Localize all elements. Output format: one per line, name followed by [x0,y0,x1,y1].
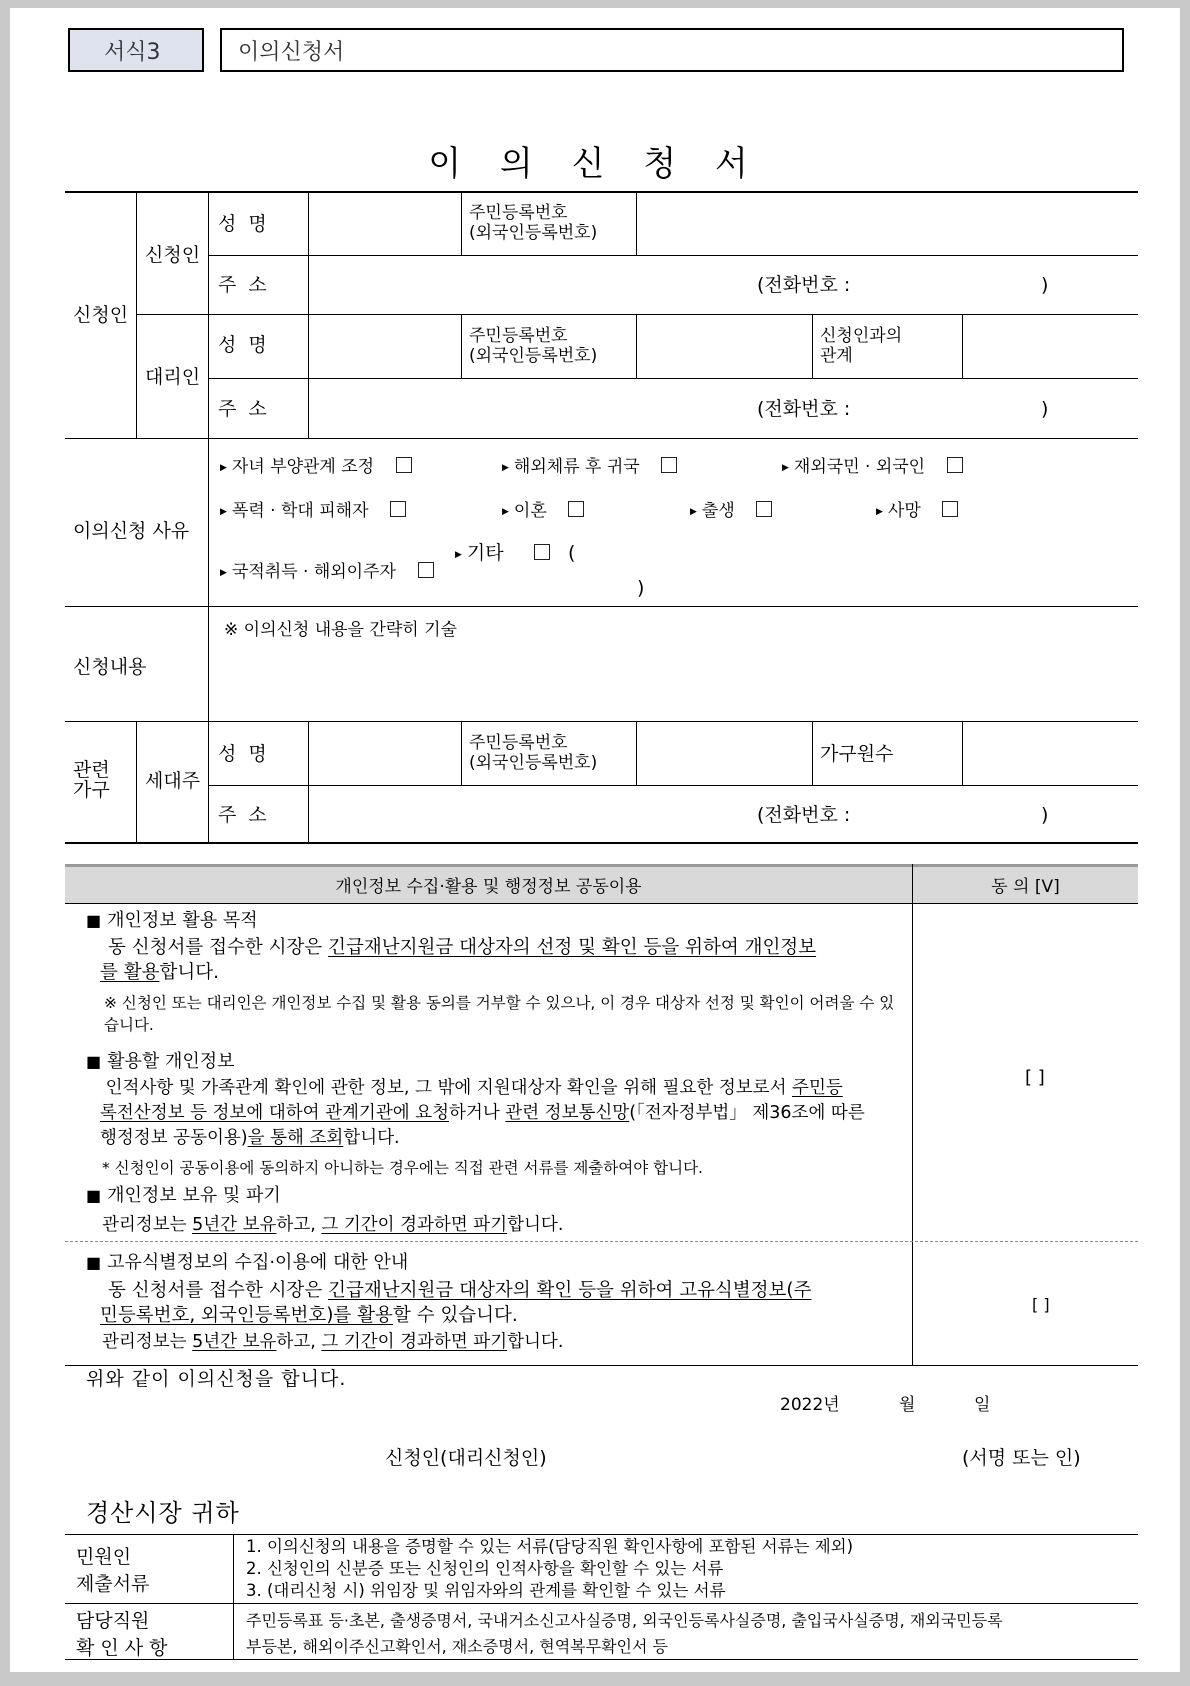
table-top-rule [65,191,1138,193]
staff-label: 담당직원 확 인 사 항 [76,1610,168,1659]
documents-list: 1. 이의신청의 내용을 증명할 수 있는 서류(담당직원 확인사항에 포함된 서류는 제외) 2. 신청인의 신분증 또는 신청인의 인적사항을 확인할 수 있는 서류 3. (대리신청 시) 위임장 및 위임자와의 관계를 확인할 수 있는 서류 [246,1537,854,1600]
applicant-name-field[interactable] [315,196,457,251]
members-field[interactable] [968,726,1133,781]
rule [65,438,1138,439]
consent-check-2[interactable]: [ ] [1032,1295,1050,1314]
phone-label: (전화번호 : [757,398,851,420]
square-bullet-icon: ■ [86,911,102,930]
triangle-icon: ▶ [502,463,509,473]
rule [636,314,637,378]
content-label: 신청내용 [73,656,147,678]
addressee: 경산시장 귀하 [86,1499,240,1527]
rule [208,255,1138,256]
rule [308,191,309,438]
triangle-icon: ▶ [220,568,227,578]
checkbox[interactable] [568,501,584,517]
square-bullet-icon: ■ [86,1253,102,1272]
uid-title: ■ 고유식별정보의 수집·이용에 대한 안내 [86,1252,409,1273]
rule [208,785,1138,786]
rule [65,842,1138,844]
rule [962,721,963,785]
triangle-icon: ▶ [220,463,227,473]
address-label: 주 소 [218,274,267,296]
triangle-icon: ▶ [502,507,509,517]
uid-text: 동 신청서를 접수한 시장은 긴급재난지원금 대상자의 확인 등을 위하여 고유식별정보(주 민등록번호, 외국인등록번호)를 활용할 수 있습니다. [100,1280,812,1326]
household-head-label: 세대주 [145,770,201,792]
rule [461,721,462,785]
other-close: ) [637,577,645,599]
form-number-box: 서식3 [68,28,204,72]
square-bullet-icon: ■ [86,1186,102,1205]
other-reason-field[interactable] [470,560,635,600]
content-hint: ※ 이의신청 내용을 간략히 기술 [224,620,457,640]
purpose-title: ■ 개인정보 활용 목적 [86,910,258,931]
name-label: 성 명 [218,334,267,356]
applicant-group-label: 신청인 [73,304,129,326]
agent-rrn-field[interactable] [642,319,807,374]
retention-title: ■ 개인정보 보유 및 파기 [86,1185,281,1206]
applicant-address-field[interactable] [315,260,745,310]
items-title: ■ 활용할 개인정보 [86,1051,235,1072]
items-note: * 신청인이 공동이용에 동의하지 아니하는 경우에는 직접 관련 서류를 제출하여야 합니다. [102,1159,703,1177]
reason-option[interactable]: ▶ 이혼 [502,500,584,523]
phone-label: (전화번호 : [757,804,851,826]
rule [65,1603,1138,1604]
name-label: 성 명 [218,213,267,235]
rule [65,1534,1138,1535]
content-field[interactable] [220,648,1130,714]
checkbox[interactable] [390,501,406,517]
checkbox[interactable] [418,562,434,578]
rule [136,721,137,842]
relation-label: 신청인과의 관계 [820,326,903,366]
consent-check-1[interactable]: [ ] [1025,1067,1045,1088]
date-month: 월 [899,1395,916,1415]
phone-close: ) [1041,274,1049,296]
household-label: 관련 가구 [73,759,110,801]
rule [461,314,462,378]
reason-option[interactable]: ▶ 국적취득 · 해외이주자 [220,561,434,584]
phone-close: ) [1041,804,1049,826]
consent-header: 개인정보 수집·활용 및 행정정보 공동이용 [335,877,642,897]
name-label: 성 명 [218,743,267,765]
agent-label: 대리인 [145,366,201,388]
dashed-divider [65,1241,1138,1242]
triangle-icon: ▶ [220,507,227,517]
reason-option[interactable]: ▶ 출생 [690,500,772,523]
rule [208,721,209,842]
checkbox[interactable] [756,501,772,517]
relation-field[interactable] [968,319,1133,374]
retention-text: 관리정보는 5년간 보유하고, 그 기간이 경과하면 파기합니다. [102,1215,564,1235]
household-rrn-field[interactable] [642,726,807,781]
rule [208,191,209,438]
rule [65,606,1138,607]
agent-name-field[interactable] [315,319,457,374]
rrn-label: 주민등록번호 (외국인등록번호) [469,326,598,366]
reason-option[interactable]: ▶ 사망 [876,500,958,523]
reason-option[interactable]: ▶ 폭력 · 학대 피해자 [220,500,406,523]
reason-option-other[interactable]: ▶ 기타 ( [455,542,576,564]
rule [912,864,913,1365]
reason-option[interactable]: ▶ 해외체류 후 귀국 [502,456,677,479]
address-label: 주 소 [218,804,267,826]
signer-label: 신청인(대리신청인) [385,1447,547,1469]
square-bullet-icon: ■ [86,1052,102,1071]
rrn-label: 주민등록번호 (외국인등록번호) [469,203,598,243]
agree-header: 동 의 [V] [991,877,1060,897]
documents-label: 민원인 제출서류 [76,1546,150,1595]
rule [208,378,1138,379]
address-label: 주 소 [218,398,267,420]
date-day: 일 [974,1395,991,1415]
rule [65,721,1138,722]
household-address-field[interactable] [315,790,745,838]
reason-option[interactable]: ▶ 재외국민 · 외국인 [782,456,963,479]
phone-close: ) [1041,398,1049,420]
date-year: 2022년 [780,1395,840,1415]
sign-hint: (서명 또는 인) [962,1447,1081,1469]
rule [812,314,813,378]
rule [461,191,462,255]
checkbox[interactable] [534,544,550,560]
reason-label: 이의신청 사유 [73,520,190,542]
rule [136,314,1138,315]
self-label: 신청인 [145,244,201,266]
household-name-field[interactable] [315,726,457,781]
rule [208,438,209,721]
triangle-icon: ▶ [690,507,697,517]
application-form [10,8,1180,1672]
staff-list: 주민등록표 등·초본, 출생증명서, 국내거소신고사실증명, 외국인등록사실증명, 출입국사실증명, 재외국민등록 부등본, 해외이주신고확인서, 재소증명서, 현역복무확인서 등 [246,1611,1003,1656]
applicant-rrn-field[interactable] [642,196,1132,251]
checkbox[interactable] [661,457,677,473]
phone-label: (전화번호 : [757,274,851,296]
triangle-icon: ▶ [455,550,462,560]
uid-retention-text: 관리정보는 5년간 보유하고, 그 기간이 경과하면 파기합니다. [102,1332,564,1352]
rule [812,721,813,785]
checkbox[interactable] [947,457,963,473]
purpose-note: ※ 신청인 또는 대리인은 개인정보 수집 및 활용 동의를 거부할 수 있으나, 이 경우 대상자 선정 및 확인이 어려울 수 있 습니다. [104,994,895,1034]
rule [136,191,137,438]
reason-option[interactable]: ▶ 자녀 부양관계 조정 [220,456,412,479]
rule [65,1365,1138,1366]
rule [636,191,637,255]
rule [233,1534,234,1659]
members-label: 가구원수 [820,743,894,765]
rule [962,314,963,378]
triangle-icon: ▶ [876,507,883,517]
form-name-box: 이의신청서 [220,28,1124,72]
agent-address-field[interactable] [315,383,745,433]
purpose-text: 동 신청서를 접수한 시장은 긴급재난지원금 대상자의 선정 및 확인 등을 위하여 개인정보 를 활용합니다. [100,937,817,983]
checkbox[interactable] [396,457,412,473]
checkbox[interactable] [942,501,958,517]
declaration: 위와 같이 이의신청을 합니다. [86,1368,347,1390]
items-text: 인적사항 및 가족관계 확인에 관한 정보, 그 밖에 지원대상자 확인을 위해 필요한 정보로서 주민등 록전산정보 등 정보에 대하여 관계기관에 요청하거나 관련 정보통신망(「전자정부법」 제36조에 따른 행정정보 공동이용)을 통해 조회합니다. [100,1078,865,1148]
page-title: 이 의 신 청 서 [428,144,762,184]
rrn-label: 주민등록번호 (외국인등록번호) [469,733,598,773]
triangle-icon: ▶ [782,463,789,473]
rule [308,721,309,842]
rule [636,721,637,785]
